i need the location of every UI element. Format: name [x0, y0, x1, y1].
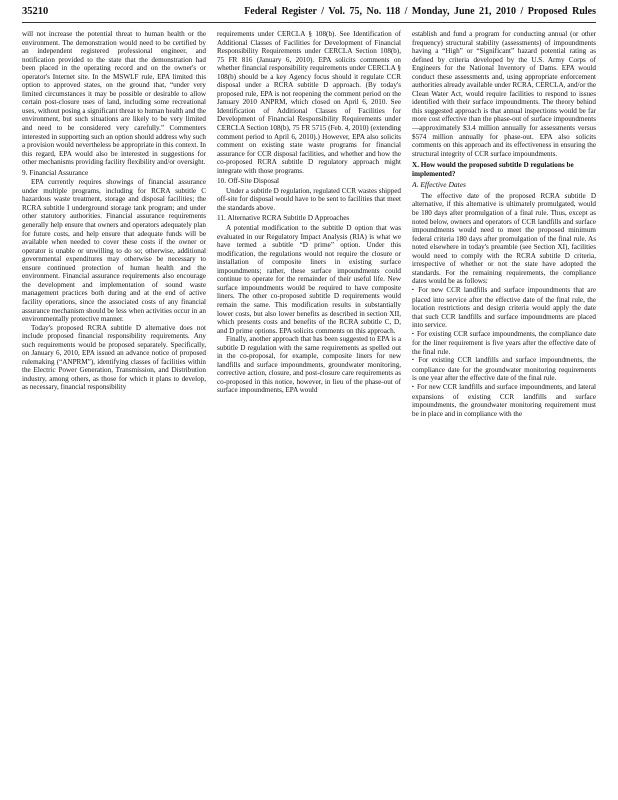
bullet-paragraph: ▪ For new CCR landfills and surface impoundments, and lateral expansions of existing CCR landfills and surface impoundments, the groundwater monitoring requirement must be in place and in compliance with the: [412, 383, 596, 418]
body-paragraph: EPA currently requires showings of financial assurance under multiple programs, including for RCRA subtitle C hazardous waste treatment, storage and disposal facilities; the RCRA subtitle I underground storage tank program; and under other statutory authorities. Financial assurance requirements generally help ensure that owners and operators adequately plan for future costs, and help ensure that adequate funds will be available when needed to cover these costs if the owner or operator is unable or unwilling to do so; otherwise, additional governmental expenditures may otherwise be necessary to ensure continued protection of human health and the environment. Financial assurance requirements also encourage the development and implementation of sound waste management practices both during and at the end of active facility operations, since the associated costs of any financial assurance mechanism should be less when activities occur in an environmentally protective manner.: [22, 178, 206, 324]
subsection-heading: A. Effective Dates: [412, 180, 466, 190]
text-columns: [22, 30, 596, 792]
body-paragraph: establish and fund a program for conducting annual (or other frequency) structural stability (assessments) of impoundments having a “High” or “Significant” hazard potential rating as defined by criteria developed by the U.S. Army Corps of Engineers for the National Inventory of Dams. EPA would conduct these assessments and, using appropriate enforcement authorities already available under RCRA, CERCLA, and/or the Clean Water Act, would require facilities to respond to issues identified with their surface impoundments. The theory behind this suggested approach is that annual inspections would be far more cost effective than the phase-out of surface impoundments—approximately $3.4 million annually for assessments versus $574 million annually for phase-out. EPA also solicits comments on this approach and its effectiveness in ensuring the structural integrity of CCR surface impoundments.: [412, 30, 596, 158]
major-heading: X. How would the proposed subtitle D regulations be implemented?: [412, 161, 574, 178]
section-heading: 11. Alternative RCRA Subtitle D Approaches: [217, 213, 350, 223]
page-number: 35210: [22, 5, 49, 17]
body-paragraph: requirements under CERCLA § 108(b). See Identification of Additional Classes of Facilities for Development of Financial Responsibility Requirements under CERCLA Section 108(b), 75 FR 816 (January 6, 2010). EPA solicits comments on whether financial responsibility requirements under CERCLA § 108(b) should be a key Agency focus should it regulate CCR disposal under a RCRA subtitle D approach. (By today's proposed rule, EPA is not reopening the comment period on the January 2010 ANPRM, which closed on April 6, 2010. See Identification of Additional Classes of Facilities for Development of Financial Responsibility Requirements under CERCLA Section 108(b), 75 FR 5715 (Feb. 4, 2010) (extending comment period to April 6, 2010).) However, EPA also solicits comment on existing state waste programs for financial assurance for CCR disposal facilities, and whether and how the co-proposed RCRA subtitle D regulatory approach might integrate with those programs.: [217, 30, 401, 175]
section-heading: 9. Financial Assurance: [22, 167, 89, 177]
body-paragraph: Under a subtitle D regulation, regulated CCR wastes shipped off-site for disposal would have to be sent to facilities that meet the standards above.: [217, 186, 401, 212]
bullet-paragraph: ▪ For existing CCR landfills and surface impoundments, the compliance date for the groundwater monitoring requirements is one year after the effective date of the final rule.: [412, 356, 596, 383]
body-paragraph: Today's proposed RCRA subtitle D alternative does not include proposed financial responsibility requirements. Any such requirements would be proposed separately. Specifically, on January 6, 2010, EPA issued an advance notice of proposed rulemaking (“ANPRM”), identifying classes of facilities within the Electric Power Generation, Transmission, and Distribution industry, among others, as those for which it plans to develop, as necessary, financial responsibility: [22, 323, 206, 392]
bullet-paragraph: ▪ For existing CCR surface impoundments, the compliance date for the liner requirement is five years after the effective date of the final rule.: [412, 330, 596, 357]
running-head: Federal Register / Vol. 75, No. 118 / Monday, June 21, 2010 / Proposed Rules: [244, 5, 596, 17]
column-3: [412, 30, 596, 792]
bullet-paragraph: ▪ For new CCR landfills and surface impoundments that are placed into service after the effective date of the final rule, the location restrictions and design criteria would apply the date that such CCR landfills and surface impoundments are placed into service.: [412, 286, 596, 330]
body-paragraph: Finally, another approach that has been suggested to EPA is a subtitle D regulation with the same requirements as spelled out in the co-proposal, for example, composite liners for new landfills and surface impoundments, groundwater monitoring, corrective action, closure, and post-closure care requirements as co-proposed in this notice, however, in lieu of the phase-out of surface impoundments, EPA would: [217, 335, 401, 395]
body-paragraph: A potential modification to the subtitle D option that was evaluated in our Regulatory Impact Analysis (RIA) is what we have termed a subtitle “D prime” option. Under this modification, the regulations would not require the closure or installation of composite liners in existing surface impoundments; rather, these surface impoundments could continue to operate for the remainder of their useful life. New surface impoundments would be required to have composite liners. The other co-proposed subtitle D requirements would remain the same. This modification results in substantially lower costs, but also lower benefits as described in section XII, which presents costs and benefits of the RCRA subtitle C, D, and D prime options. EPA solicits comments on this approach.: [217, 224, 401, 335]
body-paragraph: will not increase the potential threat to human health or the environment. The demonstration would need to be certified by an independent registered professional engineer, and notification provided to the state that the demonstration had been placed in the operating record and on the owner's or operator's Internet site. In the MSWLF rule, EPA limited this option to approved states, on the ground that, “under very limited circumstances it may be possible or desirable to allow certain post-closure uses of land, including some recreational uses, without posing a significant threat to human health and the environment, but such situations are likely to be very limited and need to be considered very carefully.” Commenters interested in supporting such an option should address why such a provision would nevertheless be appropriate in this context. In this regard, EPA would also be interested in suggestions for other mechanisms providing facility flexibility and/or oversight.: [22, 30, 206, 167]
column-2: [217, 30, 401, 792]
page-header: [22, 0, 596, 23]
section-heading: 10. Off-Site Disposal: [217, 176, 280, 186]
body-paragraph: The effective date of the proposed RCRA subtitle D alternative, if this alternative is ultimately promulgated, would be 180 days after promulgation of a final rule. Thus, except as noted below, owners and operators of CCR landfills and surface impoundments would need to meet the proposed minimum federal criteria 180 days after promulgation of the final rule. As noted elsewhere in today's preamble (see Section XI), facilities would need to comply with the RCRA subtitle D criteria, irrespective of whether or not the state have adopted the standards. For the remaining requirements, the compliance dates would be as follows:: [412, 191, 596, 286]
column-1: [22, 30, 206, 792]
